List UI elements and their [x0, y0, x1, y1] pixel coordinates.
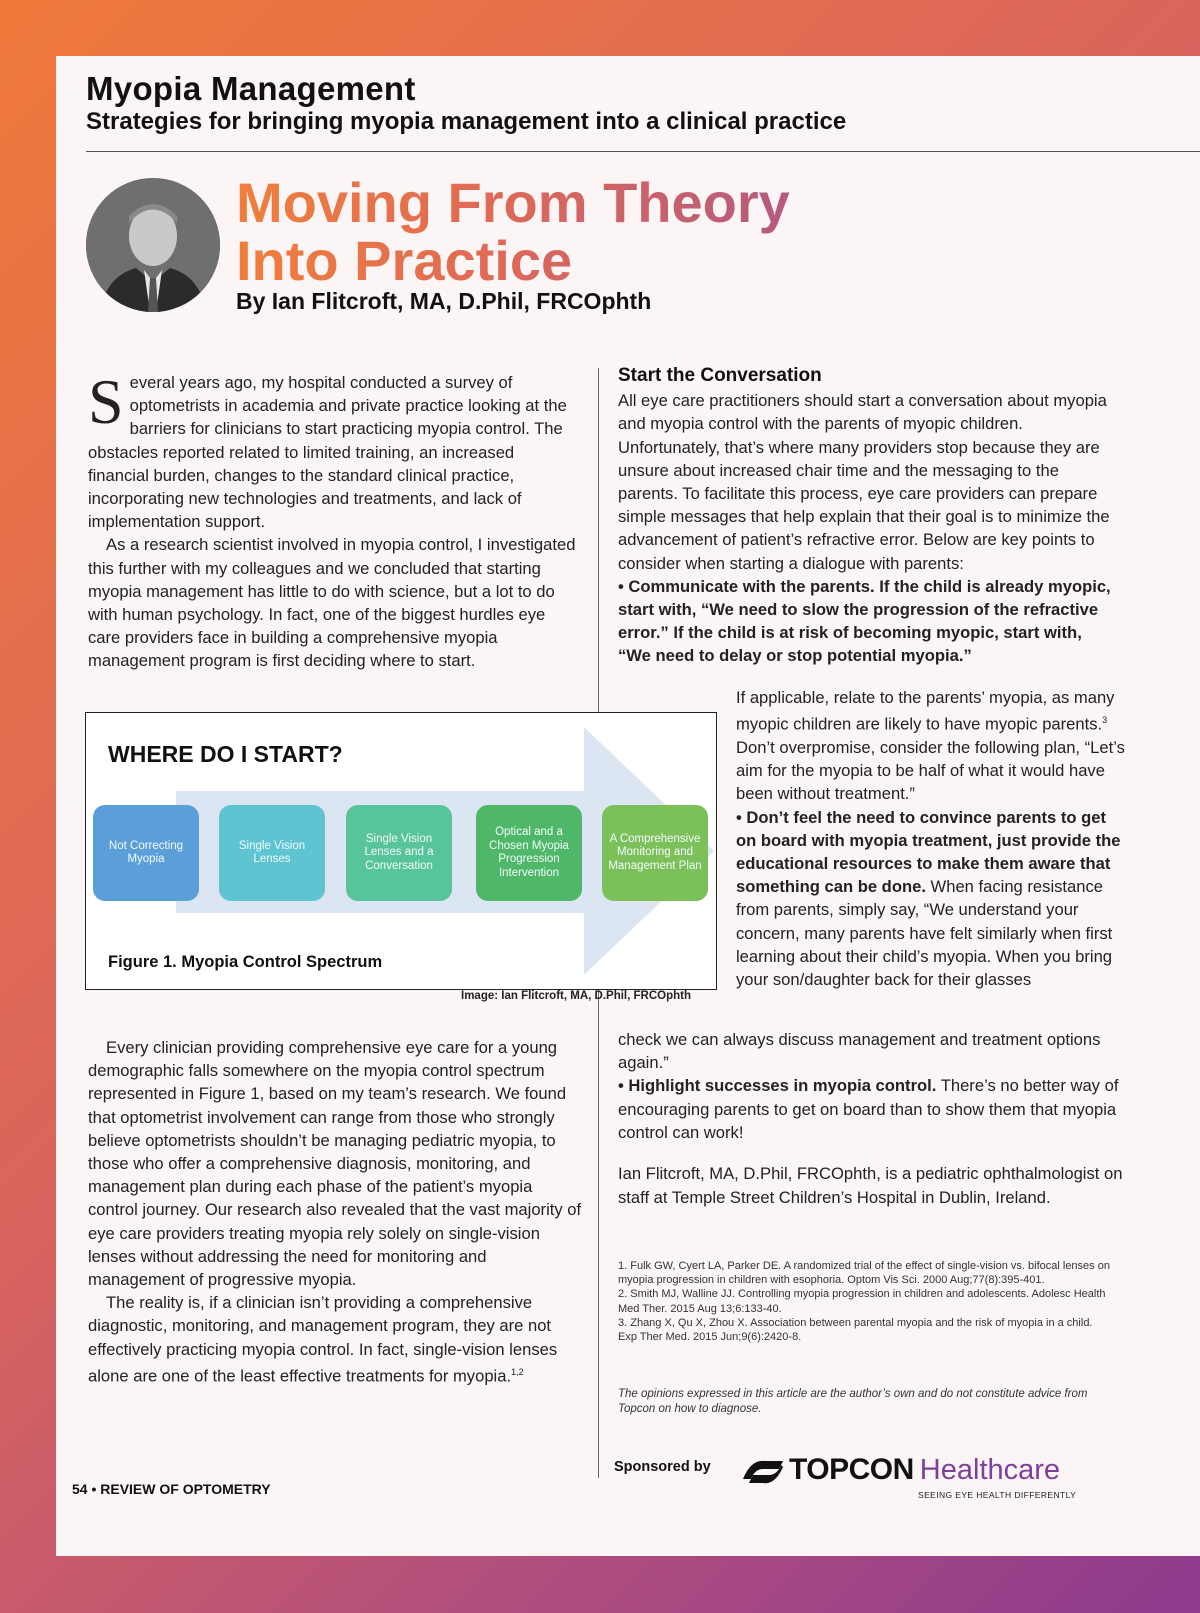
bullet-highlight-successes: [618, 1074, 1128, 1144]
topcon-mark-icon: [741, 1455, 785, 1485]
bullet-communicate: • Communicate with the parents. If the child is already myopic, start with, “We need to slow the progression of the refractive error.” If the child is at risk of becoming myopic, start with, “We need to delay or stop potential myopia.”: [618, 576, 1111, 666]
figure-title: WHERE DO I START?: [108, 741, 343, 767]
bullet-dont-convince-cont: check we can always discuss management and treatment options again.”: [618, 1030, 1101, 1073]
drop-cap: S: [88, 366, 124, 437]
step-single-vision: [219, 805, 325, 901]
figure-caption: Figure 1. Myopia Control Spectrum: [108, 953, 383, 971]
step-single-vision-conversation: [346, 805, 452, 901]
reference-item: 1. Fulk GW, Cyert LA, Parker DE. A randomized trial of the effect of single-vision vs. bifocal lenses on myopia progression in children with esophoria. Optom Vis Sci. 2000 Aug;77(8):395-401.: [618, 1260, 1110, 1287]
section-title: Myopia Management: [86, 70, 416, 107]
paragraph-4-text: The reality is, if a clinician isn’t providing a comprehensive diagnostic, monitoring, and management program, they are not effectively practicing myopia control. In fact, single-vision lenses alone are one of the least effective treatments for myopia.: [88, 1293, 558, 1386]
article-headline: Moving From Theory Into Practice: [236, 171, 790, 292]
reference-item: 2. Smith MJ, Walline JJ. Controlling myopia progression in children and adolescents. Adolesc Health Med Ther. 2015 Aug 13;6:133-40.: [618, 1288, 1106, 1315]
topcon-logo: [741, 1452, 1060, 1488]
reference-item: 3. Zhang X, Qu X, Zhou X. Association between parental myopia and the risk of myopia in a child. Exp Ther Med. 2015 Jun;9(6):2420-8.: [618, 1316, 1093, 1344]
step-label: A Comprehensive Monitoring and Management Plan: [608, 832, 702, 872]
section-subtitle: Strategies for bringing myopia management into a clinical practice: [86, 108, 847, 135]
bullet-dont-convince-text: When facing resistance from parents, simply say, “We understand your concern, many parents have felt similarly when first learning about their child’s myopia. When you bring your son/daughter back for their glasses: [736, 877, 1113, 989]
author-bio: Ian Flitcroft, MA, D.Phil, FRCOphth, is a pediatric ophthalmologist on staff at Temple Street Children’s Hospital in Dublin, Ireland.: [618, 1164, 1123, 1207]
left-column-top: [88, 366, 578, 673]
bullet-dont-convince-bold: • Don’t feel the need to convince parents to get on board with myopia treatment, just provide the educational resources to make them aware that something can be done.: [736, 807, 1121, 897]
brand-tagline: SEEING EYE HEALTH DIFFERENTLY: [918, 1490, 1077, 1500]
step-label: Single Vision Lenses and a Conversation: [364, 832, 434, 872]
paragraph-4: [88, 1291, 583, 1387]
step-label: Optical and a Chosen Myopia Progression Intervention: [489, 826, 569, 879]
author-portrait-drawing: [86, 178, 220, 312]
bullet-dont-convince: [736, 806, 1126, 992]
intro-paragraph: [88, 366, 578, 533]
figure-myopia-spectrum: [85, 712, 717, 990]
right-column-top: [618, 364, 1118, 668]
healthcare-wordmark: Healthcare: [919, 1453, 1061, 1486]
author-portrait: [86, 178, 220, 312]
detail-text-cont: Don’t overpromise, consider the following plan, “Let’s aim for the myopia to be half of what it would have been without treatment.”: [736, 737, 1125, 804]
step-label: Not Correcting Myopia: [108, 839, 184, 865]
paragraph-3: Every clinician providing comprehensive eye care for a young demographic falls somewhere on the myopia control spectrum represented in Figure 1, based on my team’s research. We found that optometrist involvement can range from those who strongly believe optometrists shouldn’t be managing pediatric myopia, to those who offer a comprehensive diagnosis, monitoring, and management plan during each phase of the patient’s myopia control journey. Our research also revealed that the vast majority of eye care providers treating myopia rely solely on single-vision lenses without addressing the need for monitoring and management of progressive myopia.: [88, 1038, 582, 1290]
disclaimer: The opinions expressed in this article are the author’s own and do not constitute advice from Topcon on how to diagnose.: [618, 1388, 1088, 1415]
conversation-intro: All eye care practitioners should start a conversation about myopia and myopia control with the parents of myopic children. Unfortunately, that’s where many providers stop because they are unsure about increased chair time and the messaging to the parents. To facilitate this process, eye care providers can prepare simple messages that help explain that their goal is to minimize the advancement of patient’s refractive error. Below are key points to consider when starting a dialogue with parents:: [618, 391, 1110, 573]
subhead-start-conversation: Start the Conversation: [618, 365, 822, 386]
right-column-wrap: [736, 686, 1126, 991]
bullet-highlight-text: There’s no better way of encouraging parents to get on board than to show them that myopia control can work!: [618, 1076, 1119, 1142]
left-column-lower: [88, 1036, 583, 1388]
bullet-highlight-bold: • Highlight successes in myopia control.: [618, 1076, 937, 1096]
header-divider: [86, 151, 1200, 152]
footnote-ref: 3: [1102, 715, 1108, 726]
article-byline: By Ian Flitcroft, MA, D.Phil, FRCOphth: [236, 288, 652, 314]
bullet-communicate-detail: [736, 686, 1126, 806]
step-not-correcting: [93, 805, 199, 901]
paragraph-2: As a research scientist involved in myopia control, I investigated this further with my colleagues and we concluded that starting myopia management has little to do with science, but a lot to do with human psychology. In fact, one of the biggest hurdles eye care providers face in building a comprehensive myopia management program is first deciding where to start.: [88, 535, 576, 671]
footnote-ref: 1,2: [511, 1366, 524, 1377]
sponsored-label: Sponsored by: [614, 1459, 711, 1475]
step-optical-intervention: [476, 805, 582, 901]
references: [618, 1259, 1113, 1344]
page-folio: 54 • REVIEW OF OPTOMETRY: [72, 1481, 271, 1497]
image-credit: Image: Ian Flitcroft, MA, D.Phil, FRCOphth: [461, 990, 691, 1002]
magazine-page: [56, 56, 1200, 1556]
right-column-lower: [618, 1028, 1128, 1144]
topcon-wordmark: TOPCON: [789, 1453, 914, 1486]
step-label: Single Vision Lenses: [238, 839, 306, 865]
intro-text: everal years ago, my hospital conducted a survey of optometrists in academia and private practice looking at the barriers for clinicians to start practicing myopia control. The obstacles reported related to limited training, an increased financial burden, changes to the standard clinical practice, incorporating new technologies and treatments, and lack of implementation support.: [88, 373, 567, 532]
detail-text: If applicable, relate to the parents’ myopia, as many myopic children are likely to have myopic parents.: [736, 688, 1115, 734]
step-comprehensive-plan: [602, 805, 708, 901]
